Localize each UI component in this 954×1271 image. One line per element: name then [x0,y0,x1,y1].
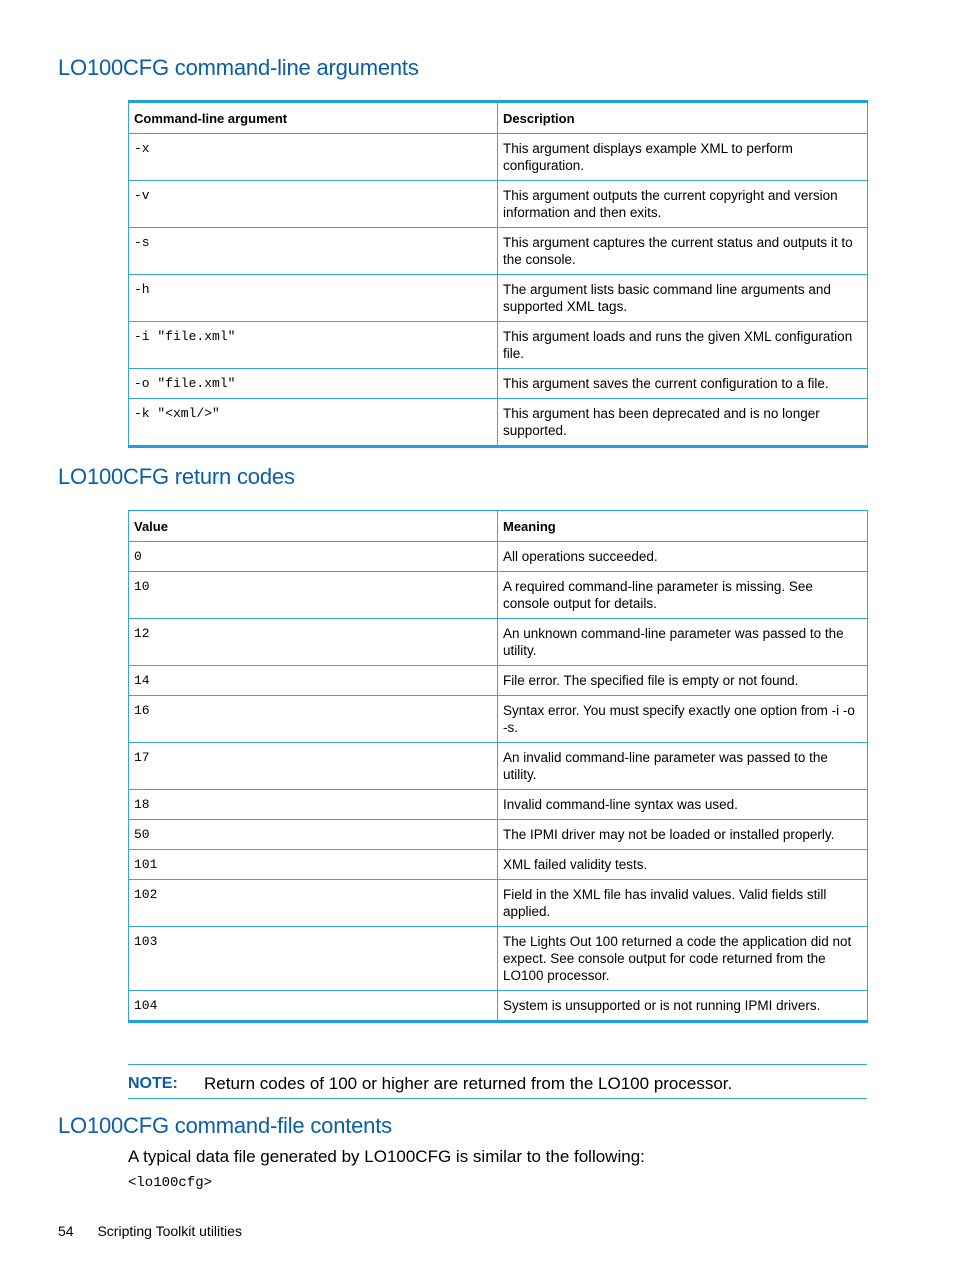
table-row [129,991,868,1022]
column-header: Value [129,511,498,542]
chapter-title: Scripting Toolkit utilities [97,1223,242,1239]
meaning-cell: All operations succeeded. [498,542,868,572]
value-cell: 102 [129,880,498,927]
return-codes-table [128,510,868,1023]
column-header: Command-line argument [129,102,498,134]
table-row [129,572,868,619]
meaning-cell: System is unsupported or is not running IPMI drivers. [498,991,868,1022]
page-number: 54 [58,1223,74,1239]
table-row [129,743,868,790]
note-text: Return codes of 100 or higher are returned from the LO100 processor. [204,1074,733,1093]
value-cell: 18 [129,790,498,820]
note-box [128,1064,867,1099]
description-cell: The argument lists basic command line arguments and supported XML tags. [498,275,868,322]
table-header-row [129,511,868,542]
column-header: Description [498,102,868,134]
column-header: Meaning [498,511,868,542]
description-cell: This argument captures the current status and outputs it to the console. [498,228,868,275]
table-row [129,619,868,666]
table-row [129,666,868,696]
value-cell: 12 [129,619,498,666]
value-cell: 16 [129,696,498,743]
meaning-cell: The IPMI driver may not be loaded or installed properly. [498,820,868,850]
note-label: NOTE: [128,1075,178,1092]
argument-cell: -h [129,275,498,322]
table-row [129,228,868,275]
return-codes-section-title: LO100CFG return codes [58,464,295,489]
description-cell: This argument has been deprecated and is no longer supported. [498,399,868,447]
meaning-cell: Field in the XML file has invalid values. Valid fields still applied. [498,880,868,927]
table-row [129,820,868,850]
description-cell: This argument outputs the current copyright and version information and then exits. [498,181,868,228]
argument-cell: -x [129,134,498,181]
value-cell: 104 [129,991,498,1022]
page-footer [58,1223,242,1239]
meaning-cell: The Lights Out 100 returned a code the application did not expect. See console output for code returned from the LO100 processor. [498,927,868,991]
command-file-intro: A typical data file generated by LO100CFG is similar to the following: [128,1147,645,1166]
argument-cell: -o "file.xml" [129,369,498,399]
table-row [129,880,868,927]
command-file-section-title: LO100CFG command-file contents [58,1113,392,1138]
table-row [129,927,868,991]
table-row [129,790,868,820]
table-row [129,369,868,399]
table-row [129,275,868,322]
value-cell: 103 [129,927,498,991]
arguments-table [128,100,868,448]
description-cell: This argument displays example XML to perform configuration. [498,134,868,181]
table-row [129,181,868,228]
description-cell: This argument loads and runs the given XML configuration file. [498,322,868,369]
meaning-cell: Syntax error. You must specify exactly one option from -i -o -s. [498,696,868,743]
value-cell: 17 [129,743,498,790]
value-cell: 14 [129,666,498,696]
meaning-cell: File error. The specified file is empty or not found. [498,666,868,696]
argument-cell: -i "file.xml" [129,322,498,369]
description-cell: This argument saves the current configuration to a file. [498,369,868,399]
meaning-cell: An unknown command-line parameter was passed to the utility. [498,619,868,666]
value-cell: 10 [129,572,498,619]
value-cell: 0 [129,542,498,572]
table-row [129,850,868,880]
argument-cell: -s [129,228,498,275]
argument-cell: -k "<xml/>" [129,399,498,447]
table-row [129,134,868,181]
table-row [129,322,868,369]
table-header-row [129,102,868,134]
value-cell: 50 [129,820,498,850]
value-cell: 101 [129,850,498,880]
meaning-cell: An invalid command-line parameter was passed to the utility. [498,743,868,790]
argument-cell: -v [129,181,498,228]
table-row [129,696,868,743]
meaning-cell: Invalid command-line syntax was used. [498,790,868,820]
table-row [129,399,868,447]
arguments-section-title: LO100CFG command-line arguments [58,55,419,80]
meaning-cell: XML failed validity tests. [498,850,868,880]
table-row [129,542,868,572]
meaning-cell: A required command-line parameter is missing. See console output for details. [498,572,868,619]
code-sample: <lo100cfg> [128,1175,213,1191]
